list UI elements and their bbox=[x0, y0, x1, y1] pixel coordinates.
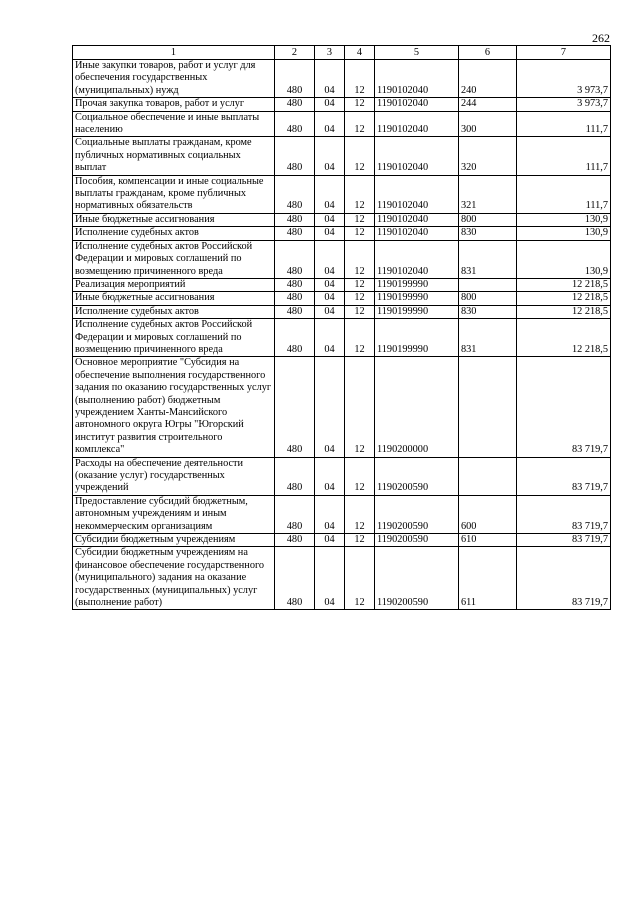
row-subsection: 12 bbox=[345, 547, 375, 610]
row-amount: 83 719,7 bbox=[517, 357, 611, 457]
row-amount: 111,7 bbox=[517, 175, 611, 213]
row-subsection: 12 bbox=[345, 213, 375, 226]
row-admin: 480 bbox=[275, 111, 315, 137]
row-admin: 480 bbox=[275, 278, 315, 291]
row-amount: 3 973,7 bbox=[517, 98, 611, 111]
row-subsection: 12 bbox=[345, 457, 375, 495]
row-expense-type: 610 bbox=[459, 534, 517, 547]
row-section: 04 bbox=[315, 111, 345, 137]
row-name: Исполнение судебных актов bbox=[73, 227, 275, 240]
row-name: Расходы на обеспечение деятельности (оказание услуг) государственных учреждений bbox=[73, 457, 275, 495]
row-section: 04 bbox=[315, 278, 345, 291]
table-row bbox=[73, 457, 611, 495]
row-subsection: 12 bbox=[345, 319, 375, 357]
table-row bbox=[73, 547, 611, 610]
row-admin: 480 bbox=[275, 357, 315, 457]
table-row bbox=[73, 305, 611, 318]
header-cell: 1 bbox=[73, 46, 275, 60]
row-name: Прочая закупка товаров, работ и услуг bbox=[73, 98, 275, 111]
header-cell: 7 bbox=[517, 46, 611, 60]
row-expense-type bbox=[459, 357, 517, 457]
row-admin: 480 bbox=[275, 240, 315, 278]
row-target: 1190102040 bbox=[375, 213, 459, 226]
row-subsection: 12 bbox=[345, 292, 375, 305]
row-section: 04 bbox=[315, 292, 345, 305]
row-expense-type: 830 bbox=[459, 227, 517, 240]
table-row bbox=[73, 213, 611, 226]
row-target: 1190102040 bbox=[375, 60, 459, 98]
row-admin: 480 bbox=[275, 547, 315, 610]
row-expense-type: 240 bbox=[459, 60, 517, 98]
row-subsection: 12 bbox=[345, 240, 375, 278]
row-subsection: 12 bbox=[345, 305, 375, 318]
row-amount: 3 973,7 bbox=[517, 60, 611, 98]
row-name: Иные закупки товаров, работ и услуг для обеспечения государственных (муниципальных) нужд bbox=[73, 60, 275, 98]
budget-table bbox=[72, 45, 611, 610]
row-amount: 83 719,7 bbox=[517, 547, 611, 610]
row-expense-type: 320 bbox=[459, 137, 517, 175]
table-row bbox=[73, 137, 611, 175]
row-section: 04 bbox=[315, 547, 345, 610]
row-expense-type: 244 bbox=[459, 98, 517, 111]
row-section: 04 bbox=[315, 98, 345, 111]
row-section: 04 bbox=[315, 175, 345, 213]
row-section: 04 bbox=[315, 495, 345, 533]
row-target: 1190200590 bbox=[375, 457, 459, 495]
row-expense-type: 830 bbox=[459, 305, 517, 318]
row-amount: 12 218,5 bbox=[517, 305, 611, 318]
row-target: 1190102040 bbox=[375, 175, 459, 213]
row-target: 1190200590 bbox=[375, 547, 459, 610]
row-subsection: 12 bbox=[345, 137, 375, 175]
row-subsection: 12 bbox=[345, 60, 375, 98]
row-admin: 480 bbox=[275, 534, 315, 547]
row-name: Основное мероприятие "Субсидия на обеспечение выполнения государственного задания по оказанию государственных услуг (выполнению работ) бюджетным учреждением Ханты-Мансийского автономного округа Югры "Югорский институт развития строительного комплекса" bbox=[73, 357, 275, 457]
table-row bbox=[73, 357, 611, 457]
row-section: 04 bbox=[315, 227, 345, 240]
row-subsection: 12 bbox=[345, 111, 375, 137]
row-amount: 111,7 bbox=[517, 137, 611, 175]
row-expense-type: 321 bbox=[459, 175, 517, 213]
table-row bbox=[73, 240, 611, 278]
row-amount: 111,7 bbox=[517, 111, 611, 137]
table-row bbox=[73, 227, 611, 240]
row-admin: 480 bbox=[275, 495, 315, 533]
row-target: 1190199990 bbox=[375, 305, 459, 318]
row-name: Иные бюджетные ассигнования bbox=[73, 292, 275, 305]
table-row bbox=[73, 98, 611, 111]
table-row bbox=[73, 278, 611, 291]
row-name: Исполнение судебных актов Российской Федерации и мировых соглашений по возмещению причиненного вреда bbox=[73, 240, 275, 278]
row-section: 04 bbox=[315, 305, 345, 318]
row-admin: 480 bbox=[275, 457, 315, 495]
header-cell: 4 bbox=[345, 46, 375, 60]
row-expense-type: 300 bbox=[459, 111, 517, 137]
row-admin: 480 bbox=[275, 292, 315, 305]
row-admin: 480 bbox=[275, 175, 315, 213]
row-name: Реализация мероприятий bbox=[73, 278, 275, 291]
row-target: 1190102040 bbox=[375, 111, 459, 137]
row-name: Иные бюджетные ассигнования bbox=[73, 213, 275, 226]
row-name: Субсидии бюджетным учреждениям bbox=[73, 534, 275, 547]
row-admin: 480 bbox=[275, 227, 315, 240]
row-target: 1190102040 bbox=[375, 98, 459, 111]
table-row bbox=[73, 534, 611, 547]
table-body bbox=[73, 60, 611, 610]
row-target: 1190200590 bbox=[375, 495, 459, 533]
row-subsection: 12 bbox=[345, 98, 375, 111]
row-admin: 480 bbox=[275, 213, 315, 226]
row-expense-type: 600 bbox=[459, 495, 517, 533]
row-target: 1190199990 bbox=[375, 319, 459, 357]
row-subsection: 12 bbox=[345, 534, 375, 547]
row-name: Субсидии бюджетным учреждениям на финансовое обеспечение государственного (муниципального) задания на оказание государственных (муниципальных) услуг (выполнение работ) bbox=[73, 547, 275, 610]
row-section: 04 bbox=[315, 319, 345, 357]
row-amount: 130,9 bbox=[517, 227, 611, 240]
row-section: 04 bbox=[315, 457, 345, 495]
row-section: 04 bbox=[315, 534, 345, 547]
table-row bbox=[73, 60, 611, 98]
row-section: 04 bbox=[315, 357, 345, 457]
row-amount: 130,9 bbox=[517, 240, 611, 278]
header-cell: 3 bbox=[315, 46, 345, 60]
row-target: 1190102040 bbox=[375, 240, 459, 278]
row-expense-type: 800 bbox=[459, 213, 517, 226]
table-row bbox=[73, 111, 611, 137]
row-subsection: 12 bbox=[345, 175, 375, 213]
row-section: 04 bbox=[315, 60, 345, 98]
row-amount: 12 218,5 bbox=[517, 292, 611, 305]
row-section: 04 bbox=[315, 213, 345, 226]
row-subsection: 12 bbox=[345, 227, 375, 240]
row-admin: 480 bbox=[275, 98, 315, 111]
table-row bbox=[73, 175, 611, 213]
row-expense-type bbox=[459, 278, 517, 291]
row-expense-type: 800 bbox=[459, 292, 517, 305]
row-subsection: 12 bbox=[345, 278, 375, 291]
header-cell: 6 bbox=[459, 46, 517, 60]
row-admin: 480 bbox=[275, 305, 315, 318]
header-cell: 5 bbox=[375, 46, 459, 60]
row-target: 1190199990 bbox=[375, 292, 459, 305]
page-number: 262 bbox=[592, 31, 610, 45]
row-amount: 130,9 bbox=[517, 213, 611, 226]
row-name: Исполнение судебных актов bbox=[73, 305, 275, 318]
row-target: 1190200590 bbox=[375, 534, 459, 547]
row-amount: 12 218,5 bbox=[517, 319, 611, 357]
row-name: Пособия, компенсации и иные социальные выплаты гражданам, кроме публичных нормативных обязательств bbox=[73, 175, 275, 213]
row-amount: 83 719,7 bbox=[517, 495, 611, 533]
row-subsection: 12 bbox=[345, 357, 375, 457]
row-name: Социальные выплаты гражданам, кроме публичных нормативных социальных выплат bbox=[73, 137, 275, 175]
table-header-row bbox=[73, 46, 611, 60]
row-amount: 83 719,7 bbox=[517, 534, 611, 547]
row-admin: 480 bbox=[275, 60, 315, 98]
table-row bbox=[73, 495, 611, 533]
table-row bbox=[73, 319, 611, 357]
row-subsection: 12 bbox=[345, 495, 375, 533]
row-target: 1190200000 bbox=[375, 357, 459, 457]
row-expense-type: 611 bbox=[459, 547, 517, 610]
row-name: Социальное обеспечение и иные выплаты населению bbox=[73, 111, 275, 137]
row-name: Предоставление субсидий бюджетным, автономным учреждениям и иным некоммерческим организациям bbox=[73, 495, 275, 533]
row-amount: 12 218,5 bbox=[517, 278, 611, 291]
row-target: 1190102040 bbox=[375, 137, 459, 175]
row-target: 1190199990 bbox=[375, 278, 459, 291]
row-amount: 83 719,7 bbox=[517, 457, 611, 495]
table-row bbox=[73, 292, 611, 305]
row-expense-type: 831 bbox=[459, 319, 517, 357]
row-name: Исполнение судебных актов Российской Федерации и мировых соглашений по возмещению причиненного вреда bbox=[73, 319, 275, 357]
row-target: 1190102040 bbox=[375, 227, 459, 240]
row-expense-type: 831 bbox=[459, 240, 517, 278]
row-section: 04 bbox=[315, 137, 345, 175]
row-admin: 480 bbox=[275, 319, 315, 357]
row-expense-type bbox=[459, 457, 517, 495]
row-section: 04 bbox=[315, 240, 345, 278]
row-admin: 480 bbox=[275, 137, 315, 175]
header-cell: 2 bbox=[275, 46, 315, 60]
